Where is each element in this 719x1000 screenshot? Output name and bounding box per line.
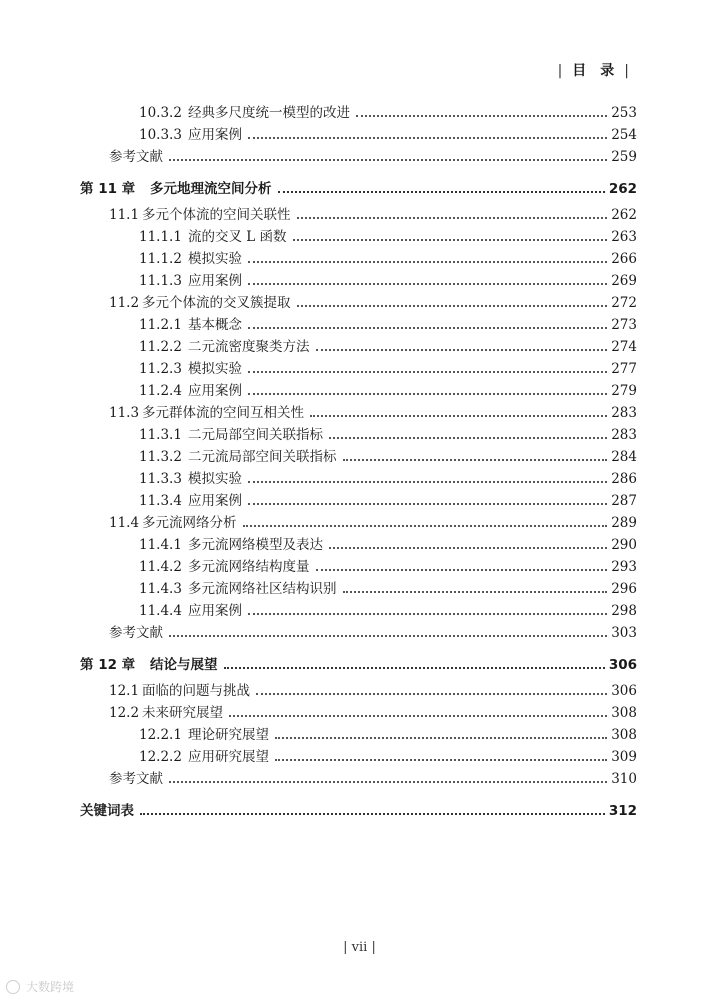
toc-entry-title: 多元个体流的空间关联性 <box>142 207 291 223</box>
toc-leader-dots <box>297 305 608 307</box>
toc-entry[interactable] <box>80 334 637 356</box>
toc-leader-dots <box>310 415 607 417</box>
toc-entry-page: 283 <box>611 405 637 421</box>
toc-entry-page: 277 <box>611 361 637 377</box>
toc-entry-title: 应用案例 <box>188 273 242 289</box>
toc-entry-page: 293 <box>611 559 637 575</box>
toc-leader-dots <box>275 737 607 739</box>
toc-entry-page: 308 <box>611 727 637 743</box>
watermark <box>6 978 74 995</box>
toc-leader-dots <box>169 159 607 161</box>
toc-leader-dots <box>243 525 608 527</box>
toc-entry[interactable] <box>80 100 637 122</box>
toc-entry[interactable] <box>80 598 637 620</box>
toc-entry[interactable] <box>80 620 637 642</box>
toc-entry-title: 模拟实验 <box>188 471 242 487</box>
toc-entry[interactable] <box>80 510 637 532</box>
toc-leader-dots <box>248 327 607 329</box>
toc-entry-number: 11.4 <box>109 515 140 531</box>
toc-leader-dots <box>316 569 608 571</box>
toc-entry[interactable] <box>80 488 637 510</box>
toc-entry-number: 11.1.3 <box>139 273 182 289</box>
toc-entry-number: 11.2.3 <box>139 361 182 377</box>
toc-entry-number: 11.3.2 <box>139 449 182 465</box>
toc-entry-page: 310 <box>611 771 637 787</box>
toc-entry[interactable] <box>80 422 637 444</box>
toc-entry-number: 11.1.2 <box>139 251 182 267</box>
toc-entry-page: 262 <box>608 181 637 197</box>
toc-entry-page: 253 <box>611 105 637 121</box>
toc-leader-dots <box>329 437 607 439</box>
toc-entry[interactable] <box>80 356 637 378</box>
toc-entry-title: 应用研究展望 <box>188 749 269 765</box>
toc-entry-title: 应用案例 <box>188 603 242 619</box>
toc-entry-title: 二元流密度聚类方法 <box>188 339 310 355</box>
toc-entry[interactable] <box>80 652 637 674</box>
toc-entry-number: 11.4.3 <box>139 581 182 597</box>
table-of-contents <box>80 100 637 824</box>
toc-entry-number: 10.3.3 <box>139 127 182 143</box>
toc-entry-page: 274 <box>611 339 637 355</box>
toc-entry-title: 多元流网络结构度量 <box>188 559 310 575</box>
toc-entry-page: 266 <box>611 251 637 267</box>
toc-entry-number: 12.1 <box>109 683 140 699</box>
toc-leader-dots <box>248 371 607 373</box>
toc-entry-page: 269 <box>611 273 637 289</box>
toc-leader-dots <box>248 137 607 139</box>
toc-entry-page: 254 <box>611 127 637 143</box>
toc-entry-title: 参考文献 <box>109 625 163 641</box>
toc-entry-number: 11.2 <box>109 295 140 311</box>
toc-entry-page: 306 <box>608 657 637 673</box>
toc-entry-page: 289 <box>611 515 637 531</box>
toc-spacer <box>80 788 637 798</box>
toc-entry-page: 279 <box>611 383 637 399</box>
toc-entry-title: 模拟实验 <box>188 251 242 267</box>
toc-entry-page: 298 <box>611 603 637 619</box>
toc-entry[interactable] <box>80 744 637 766</box>
toc-spacer <box>80 166 637 176</box>
toc-entry[interactable] <box>80 722 637 744</box>
toc-leader-dots <box>278 191 605 193</box>
toc-leader-dots <box>229 715 607 717</box>
toc-entry-title: 二元局部空间关联指标 <box>188 427 323 443</box>
toc-entry-title: 面临的问题与挑战 <box>142 683 250 699</box>
toc-leader-dots <box>248 393 607 395</box>
toc-entry-title: 模拟实验 <box>188 361 242 377</box>
page-footer: | vii | <box>343 940 376 955</box>
toc-entry-page: 308 <box>611 705 637 721</box>
toc-entry[interactable] <box>80 678 637 700</box>
toc-entry-number: 第 12 章 <box>80 657 136 673</box>
toc-entry[interactable] <box>80 700 637 722</box>
toc-leader-dots <box>248 283 607 285</box>
toc-entry[interactable] <box>80 176 637 198</box>
toc-entry[interactable] <box>80 224 637 246</box>
toc-leader-dots <box>169 781 607 783</box>
toc-entry-page: 273 <box>611 317 637 333</box>
toc-leader-dots <box>343 591 608 593</box>
toc-entry[interactable] <box>80 554 637 576</box>
toc-entry[interactable] <box>80 246 637 268</box>
toc-entry-number: 11.2.2 <box>139 339 182 355</box>
toc-leader-dots <box>248 503 607 505</box>
toc-entry-page: 296 <box>611 581 637 597</box>
toc-entry[interactable] <box>80 444 637 466</box>
header-title: 目 录 <box>572 63 615 79</box>
toc-entry-number: 11.3.3 <box>139 471 182 487</box>
toc-entry-title: 应用案例 <box>188 127 242 143</box>
toc-entry-title: 二元流局部空间关联指标 <box>188 449 337 465</box>
toc-entry-title: 流的交叉 L 函数 <box>188 229 287 245</box>
toc-entry[interactable] <box>80 766 637 788</box>
toc-entry-number: 11.3.1 <box>139 427 182 443</box>
toc-entry-page: 309 <box>611 749 637 765</box>
toc-entry-page: 262 <box>611 207 637 223</box>
toc-entry-title: 多元流网络分析 <box>142 515 237 531</box>
toc-entry-number: 11.4.2 <box>139 559 182 575</box>
toc-entry-page: 259 <box>611 149 637 165</box>
toc-leader-dots <box>293 239 607 241</box>
toc-entry[interactable] <box>80 532 637 554</box>
toc-entry[interactable] <box>80 144 637 166</box>
toc-entry[interactable] <box>80 122 637 144</box>
toc-entry-page: 287 <box>611 493 637 509</box>
page-number: vii <box>351 940 368 955</box>
toc-entry-title: 多元流网络社区结构识别 <box>188 581 337 597</box>
toc-spacer <box>80 820 637 824</box>
toc-entry-title: 多元群体流的空间互相关性 <box>142 405 304 421</box>
toc-leader-dots <box>256 693 607 695</box>
toc-leader-dots <box>248 613 607 615</box>
toc-leader-dots <box>297 217 608 219</box>
toc-entry-number: 11.3 <box>109 405 140 421</box>
toc-entry-page: 290 <box>611 537 637 553</box>
toc-entry-page: 283 <box>611 427 637 443</box>
toc-entry-title: 应用案例 <box>188 383 242 399</box>
toc-entry-title: 结论与展望 <box>150 657 218 673</box>
toc-entry-number: 11.4.1 <box>139 537 182 553</box>
toc-leader-dots <box>329 547 607 549</box>
toc-entry-title: 应用案例 <box>188 493 242 509</box>
toc-entry-title: 关键词表 <box>80 803 134 819</box>
toc-entry-number: 12.2.2 <box>139 749 182 765</box>
running-header: | 目 录 | <box>557 63 629 79</box>
toc-entry-number: 11.4.4 <box>139 603 182 619</box>
toc-entry-page: 306 <box>611 683 637 699</box>
toc-entry-title: 多元流网络模型及表达 <box>188 537 323 553</box>
toc-entry-page: 303 <box>611 625 637 641</box>
toc-entry[interactable] <box>80 576 637 598</box>
watermark-text: 大数跨境 <box>26 980 75 994</box>
toc-entry-title: 多元个体流的交叉簇提取 <box>142 295 291 311</box>
toc-entry[interactable] <box>80 466 637 488</box>
toc-leader-dots <box>316 349 608 351</box>
toc-entry-title: 理论研究展望 <box>188 727 269 743</box>
toc-leader-dots <box>224 667 605 669</box>
toc-entry[interactable] <box>80 378 637 400</box>
toc-entry-page: 286 <box>611 471 637 487</box>
toc-entry-number: 11.2.1 <box>139 317 182 333</box>
toc-entry-number: 11.2.4 <box>139 383 182 399</box>
toc-entry-number: 第 11 章 <box>80 181 136 197</box>
toc-entry[interactable] <box>80 268 637 290</box>
toc-entry-title: 参考文献 <box>109 771 163 787</box>
toc-leader-dots <box>248 481 607 483</box>
toc-entry-page: 263 <box>611 229 637 245</box>
toc-leader-dots <box>248 261 607 263</box>
toc-entry-number: 12.2 <box>109 705 140 721</box>
toc-entry[interactable] <box>80 312 637 334</box>
toc-entry-page: 312 <box>608 803 637 819</box>
toc-entry-number: 11.1.1 <box>139 229 182 245</box>
toc-spacer <box>80 642 637 652</box>
toc-entry-page: 284 <box>611 449 637 465</box>
toc-entry[interactable] <box>80 400 637 422</box>
toc-leader-dots <box>356 115 607 117</box>
toc-entry-number: 12.2.1 <box>139 727 182 743</box>
toc-leader-dots <box>140 813 605 815</box>
toc-leader-dots <box>275 759 607 761</box>
toc-leader-dots <box>169 635 607 637</box>
toc-leader-dots <box>343 459 608 461</box>
toc-entry-number: 11.1 <box>109 207 140 223</box>
toc-entry[interactable] <box>80 798 637 820</box>
toc-entry-page: 272 <box>611 295 637 311</box>
watermark-logo-icon <box>6 980 20 994</box>
toc-entry-title: 基本概念 <box>188 317 242 333</box>
toc-entry-title: 多元地理流空间分析 <box>150 181 272 197</box>
toc-entry-title: 未来研究展望 <box>142 705 223 721</box>
toc-entry-title: 参考文献 <box>109 149 163 165</box>
toc-entry-title: 经典多尺度统一模型的改进 <box>188 105 350 121</box>
toc-entry-number: 11.3.4 <box>139 493 182 509</box>
toc-entry-number: 10.3.2 <box>139 105 182 121</box>
toc-entry[interactable] <box>80 290 637 312</box>
toc-entry[interactable] <box>80 202 637 224</box>
